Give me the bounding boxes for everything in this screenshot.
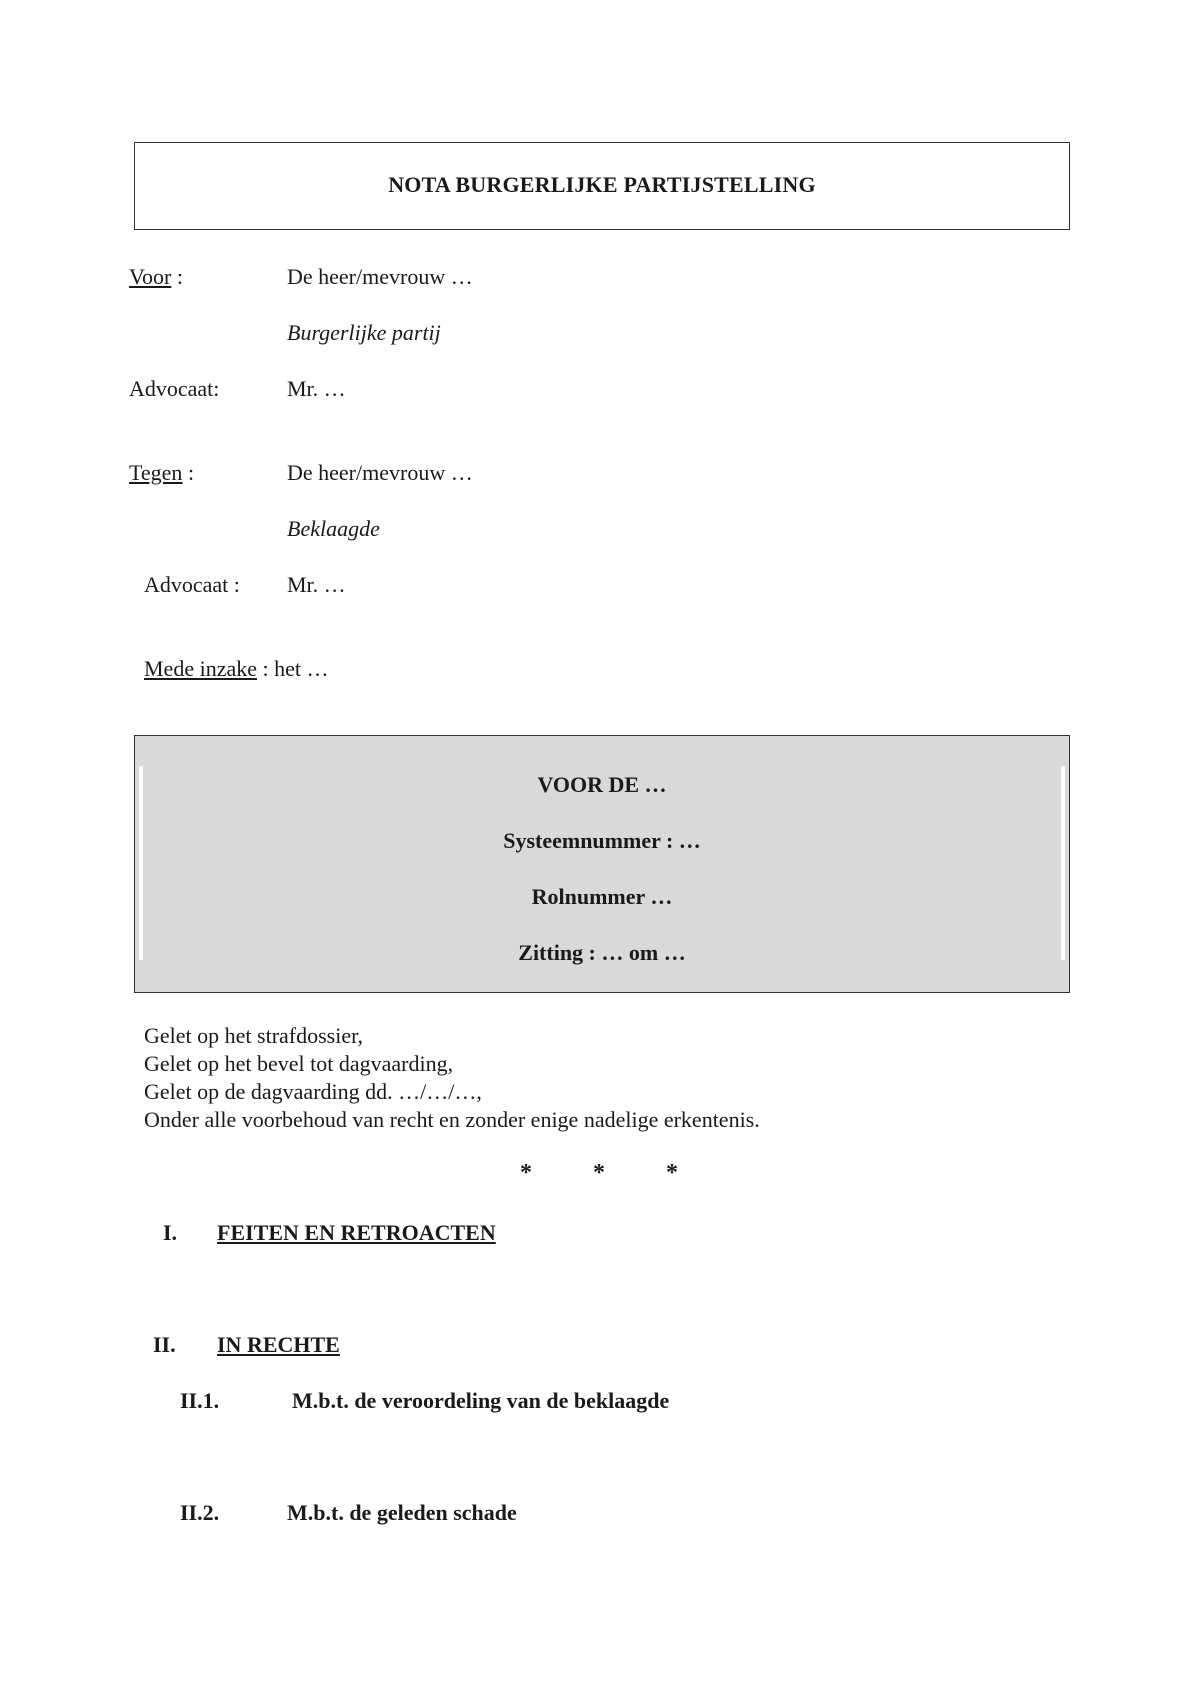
voor-label-line (129, 264, 183, 290)
roll-number: Rolnummer … (531, 884, 673, 909)
consideration-line: Gelet op het strafdossier, (144, 1023, 364, 1048)
separator-stars (520, 1160, 739, 1187)
tegen-colon: : (182, 460, 195, 485)
considerations (144, 1022, 760, 1134)
tegen-advocaat-label: Advocaat : (144, 572, 240, 597)
voor-colon: : (171, 264, 184, 289)
section-2-2-title: M.b.t. de geleden schade (287, 1500, 517, 1525)
separator-star: * (593, 1160, 605, 1186)
section-2-1-number: II.1. (180, 1388, 220, 1413)
consideration-line: Gelet op het bevel tot dagvaarding, (144, 1051, 454, 1076)
consideration-line: Gelet op de dagvaarding dd. …/…/…, (144, 1079, 482, 1104)
section-2-number: II. (153, 1332, 176, 1357)
separator-star: * (520, 1160, 532, 1186)
voor-role: Burgerlijke partij (287, 320, 441, 345)
document-title: NOTA BURGERLIJKE PARTIJSTELLING (388, 172, 816, 197)
court-name: VOOR DE … (537, 772, 667, 797)
mede-inzake-label: Mede inzake (144, 656, 257, 681)
voor-advocaat-name: Mr. … (287, 376, 346, 401)
mede-inzake-value: : het … (257, 656, 329, 681)
tegen-role: Beklaagde (287, 516, 380, 541)
tegen-label: Tegen (129, 460, 183, 485)
voor-name: De heer/mevrouw … (287, 264, 473, 289)
section-1-title: FEITEN EN RETROACTEN (217, 1220, 496, 1245)
system-number: Systeemnummer : … (503, 828, 701, 853)
hearing-date: Zitting : … om … (518, 940, 686, 965)
voor-label: Voor (129, 264, 172, 289)
court-info-box (134, 735, 1070, 993)
title-box (134, 142, 1070, 230)
consideration-line: Onder alle voorbehoud van recht en zonder enige nadelige erkentenis. (144, 1107, 760, 1132)
section-2-1-title: M.b.t. de veroordeling van de beklaagde (292, 1388, 670, 1413)
tegen-name: De heer/mevrouw … (287, 460, 473, 485)
section-2-title: IN RECHTE (217, 1332, 340, 1357)
separator-star: * (666, 1160, 678, 1186)
tegen-advocaat-name: Mr. … (287, 572, 346, 597)
voor-advocaat-label: Advocaat: (129, 376, 220, 401)
section-2-2-number: II.2. (180, 1500, 220, 1525)
tegen-label-line (129, 460, 194, 486)
section-1-number: I. (163, 1220, 178, 1245)
mede-inzake-line (144, 656, 329, 682)
